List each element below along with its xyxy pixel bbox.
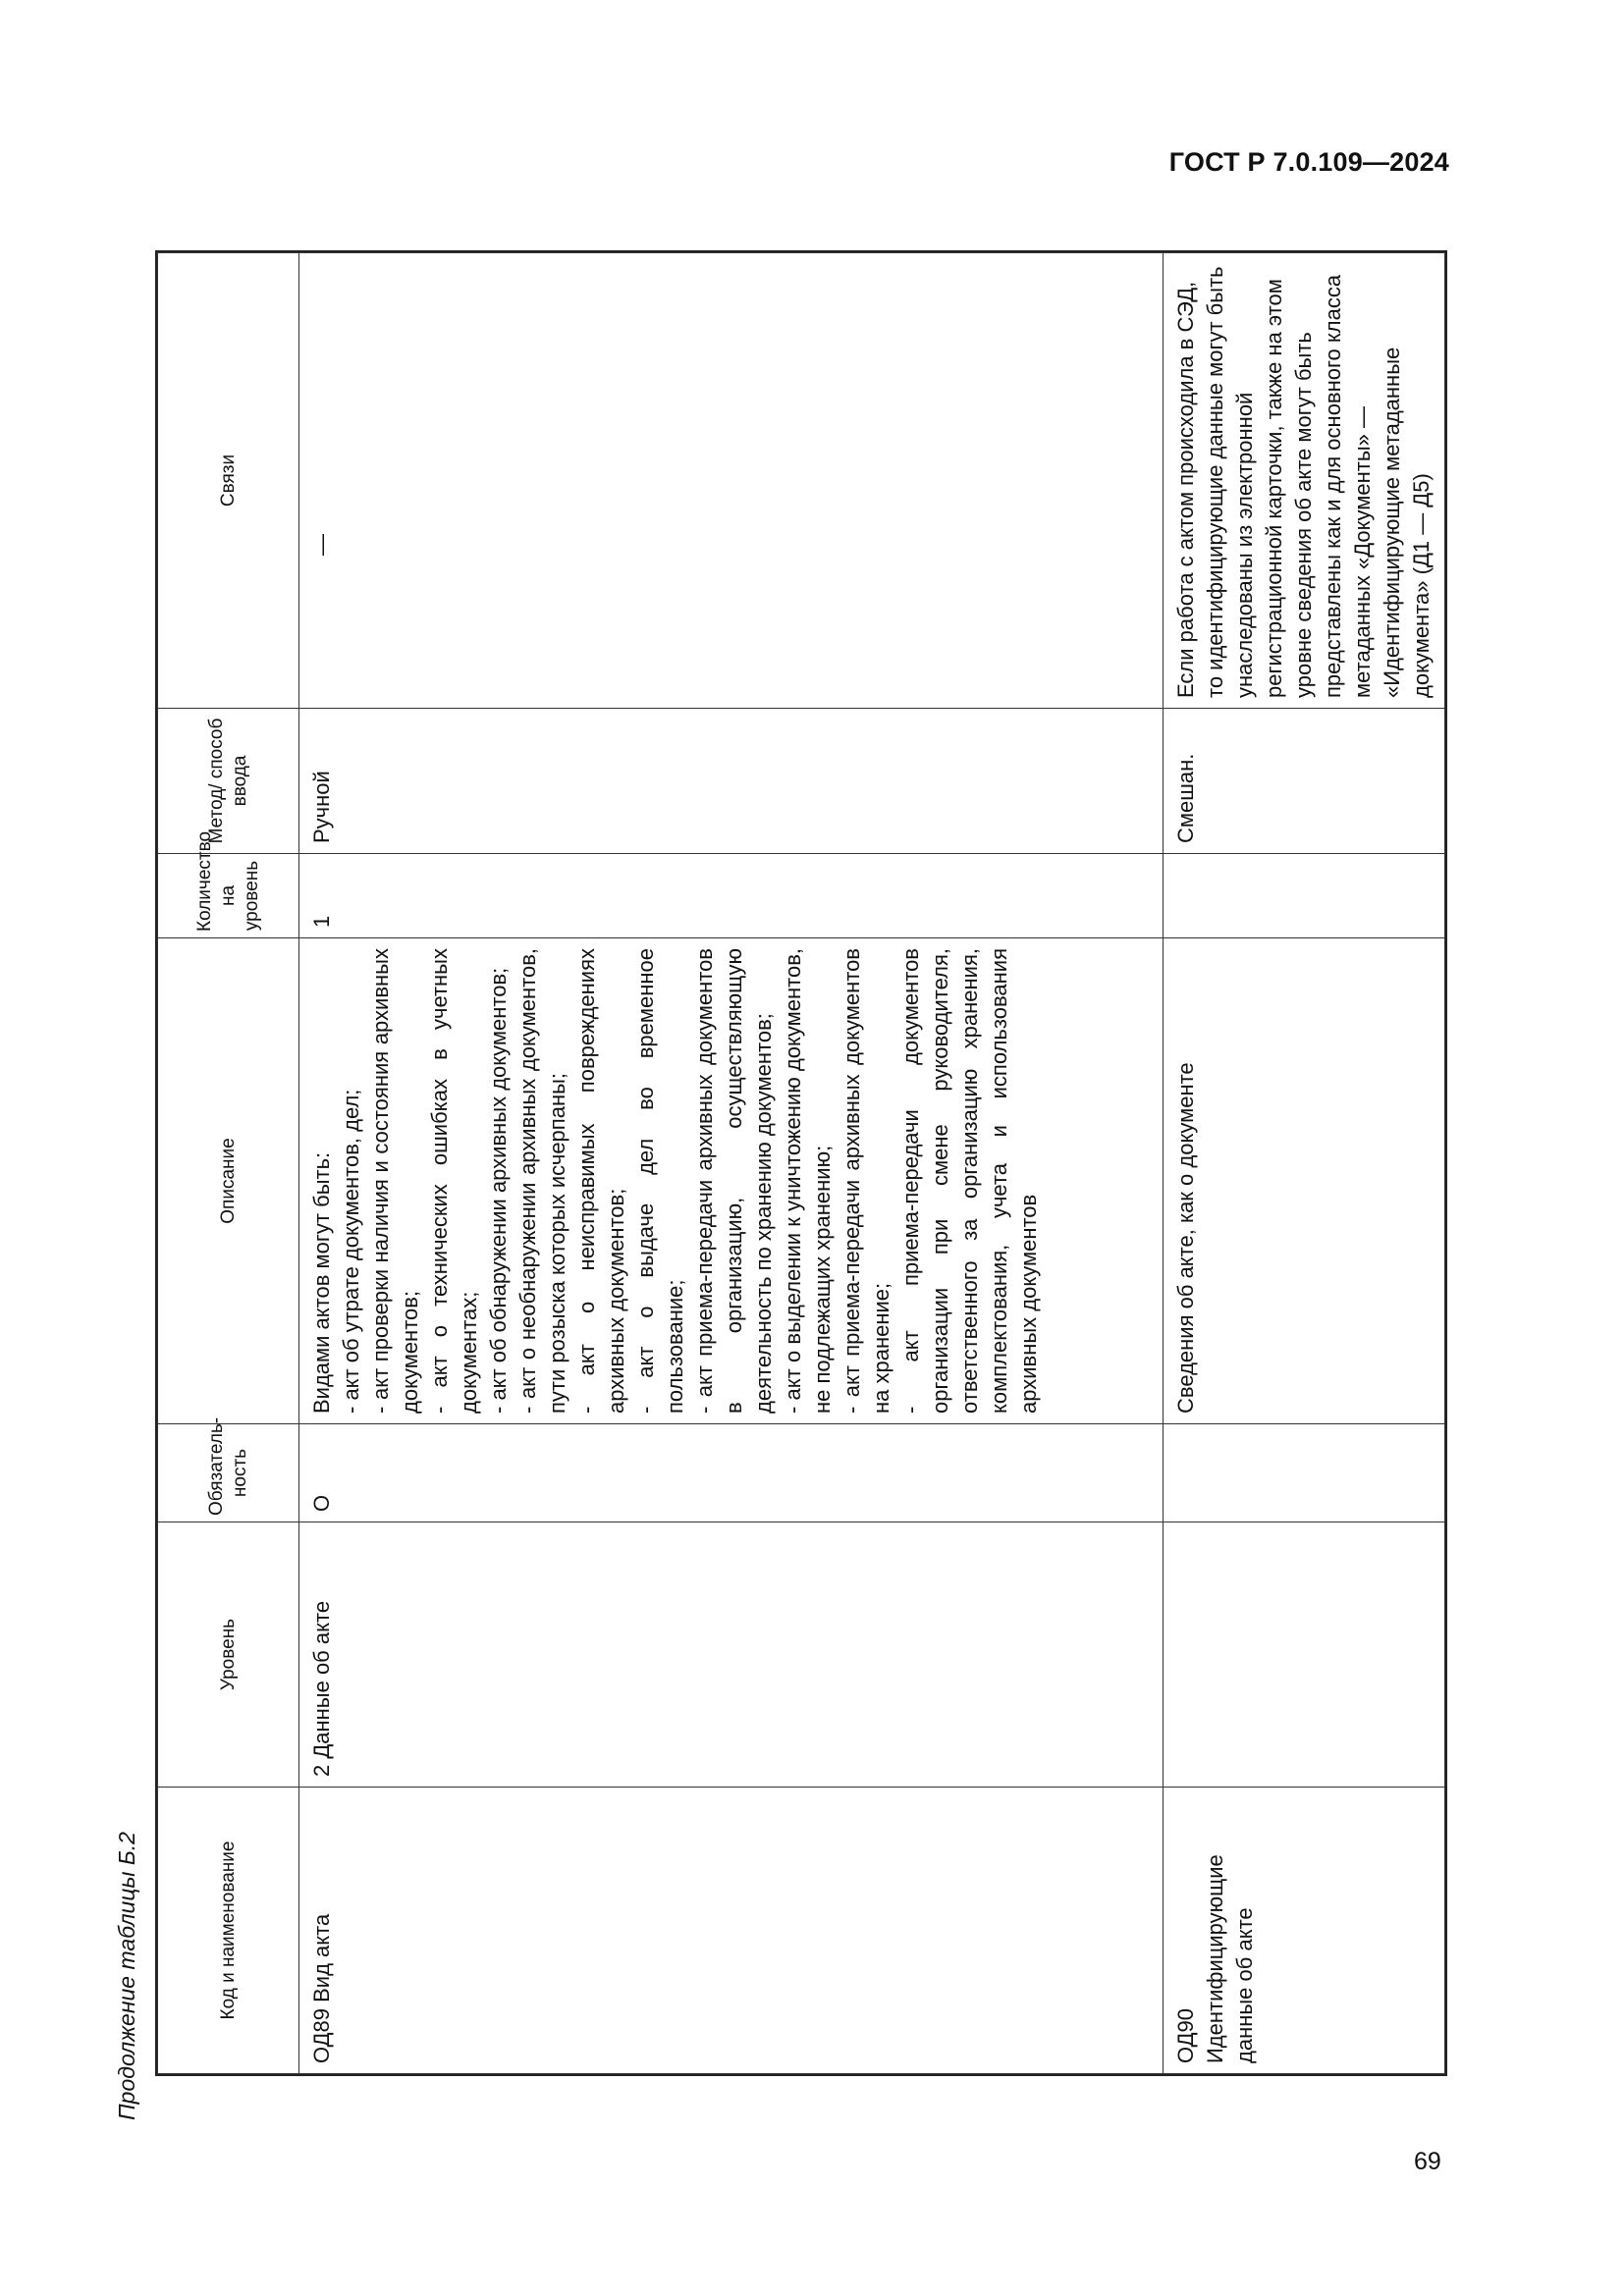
table-frame: [155, 250, 1447, 2076]
cell-description: Сведения об акте, как о документе: [1164, 938, 1445, 1424]
list-item: - акт о выделении к уничтожению документов, не подлежащих хранению;: [781, 948, 835, 1414]
list-item: - акт о технических ошибках в учетных документах;: [427, 948, 481, 1414]
page-number: 69: [1414, 2148, 1441, 2175]
table-caption: Продолжение таблицы Б.2: [114, 1832, 139, 2120]
cell-links: Если работа с актом происходила в СЭД, то идентифицирующие данные могут быть унаследованы из электронной регистрационной карточки, также на этом уровне сведения об акте могут быть представлены как и для основного класса метаданных «Документы» — «Идентифицирующие метаданные документа» (Д1 — Д5): [1164, 253, 1445, 709]
header-description: Описание: [158, 938, 299, 1424]
cell-count: [1164, 854, 1445, 938]
header-code: Код и наименование: [158, 1788, 299, 2074]
cell-method: Ручной: [299, 709, 1164, 854]
cell-description: [299, 938, 1164, 1424]
metadata-table: [157, 252, 1445, 2074]
cell-level: [1164, 1522, 1445, 1788]
list-item: - акт приема-передачи архивных документов в организацию, осуществляющую деятельность по хранению документов;: [692, 948, 776, 1414]
cell-mandatory: [1164, 1424, 1445, 1522]
cell-code: ОД89 Вид акта: [299, 1788, 1164, 2074]
document-header: ГОСТ Р 7.0.109—2024: [1168, 147, 1449, 177]
cell-count: 1: [299, 854, 1164, 938]
list-item: - акт приема-передачи архивных документов на хранение;: [839, 948, 893, 1414]
cell-mandatory: О: [299, 1424, 1164, 1522]
table-header-row: [158, 253, 299, 2074]
cell-links: —: [299, 253, 1164, 709]
list-item: - акт о выдаче дел во временное пользование;: [633, 948, 687, 1414]
header-level: Уровень: [158, 1522, 299, 1788]
description-list: [337, 948, 1044, 1414]
header-count: Количество на уровень: [158, 854, 299, 938]
table-row: [299, 253, 1164, 2074]
header-method: Метод/ способ ввода: [158, 709, 299, 854]
header-mandatory: Обязатель-ность: [158, 1424, 299, 1522]
list-item: - акт об утрате документов, дел;: [339, 1089, 363, 1414]
cell-method: Смешан.: [1164, 709, 1445, 854]
list-item: - акт об обнаружении архивных документов;: [486, 967, 511, 1414]
list-item: - акт проверки наличия и состояния архивных документов;: [368, 948, 422, 1414]
cell-code: ОД90 Идентифицирующие данные об акте: [1164, 1788, 1445, 2074]
cell-level: 2 Данные об акте: [299, 1522, 1164, 1788]
description-intro: Видами актов могут быть:: [309, 1151, 334, 1414]
list-item: - акт приема-передачи документов организации при смене руководителя, ответственного за организацию хранения, комплектования, учета и использования архивных документов: [898, 948, 1041, 1414]
list-item: - акт о необнаружении архивных документов, пути розыска которых исчерпаны;: [515, 948, 569, 1414]
table-row: [1164, 253, 1445, 2074]
header-links: Связи: [158, 253, 299, 709]
rotated-table-area: [108, 98, 1434, 2150]
list-item: - акт о неисправимых повреждениях архивных документов;: [574, 948, 628, 1414]
